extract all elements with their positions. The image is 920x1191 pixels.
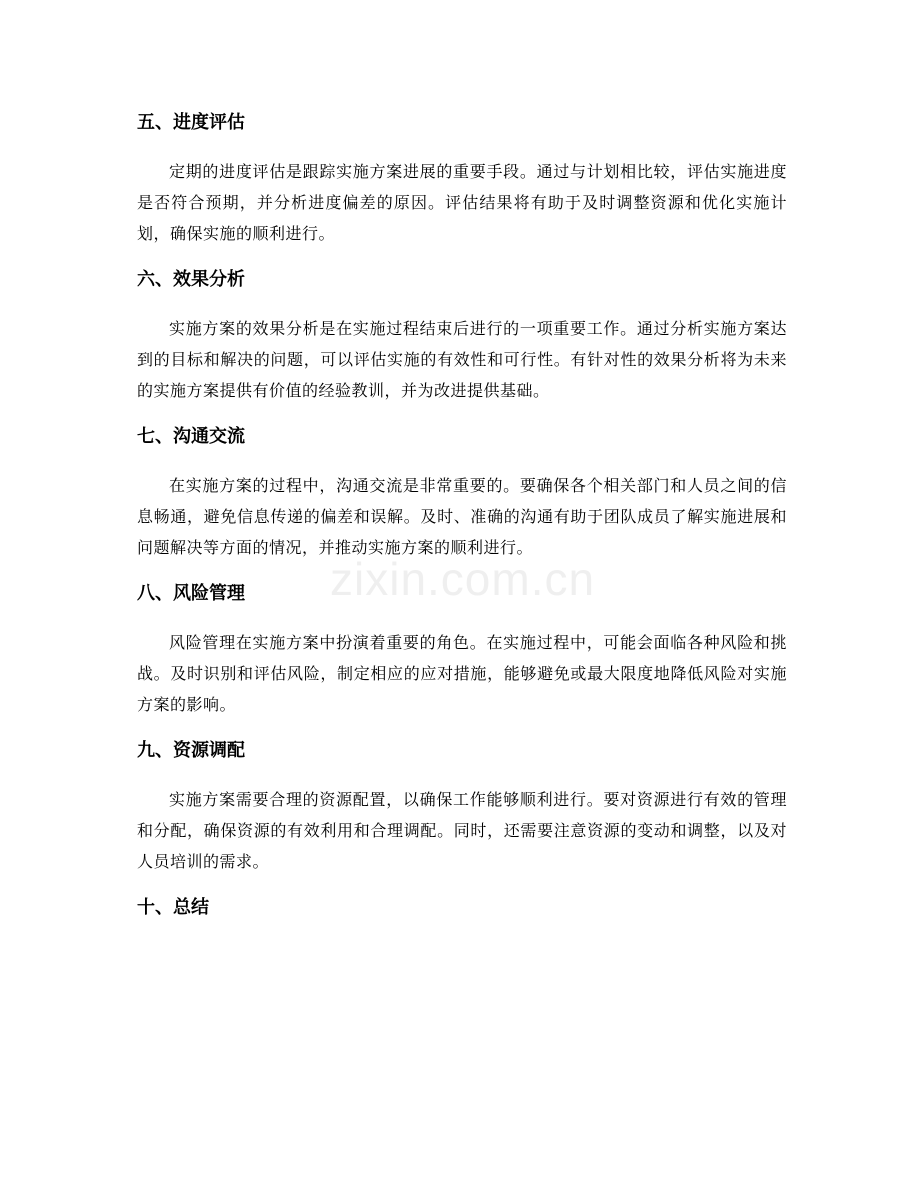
section-paragraph-9: 实施方案需要合理的资源配置，以确保工作能够顺利进行。要对资源进行有效的管理和分配，确保资源的有效利用和合理调配。同时，还需要注意资源的变动和调整，以及对人员培训的需求。: [137, 790, 787, 871]
section-heading-5: 五、进度评估: [137, 112, 245, 133]
document-body: [137, 108, 787, 941]
section-paragraph-6: 实施方案的效果分析是在实施过程结束后进行的一项重要工作。通过分析实施方案达到的目标和解决的问题，可以评估实施的有效性和可行性。有针对性的效果分析将为未来的实施方案提供有价值的经验教训，并为改进提供基础。: [137, 319, 787, 400]
section-heading-7: 七、沟通交流: [137, 426, 245, 447]
section-heading-6: 六、效果分析: [137, 269, 245, 290]
section-heading-9: 九、资源调配: [137, 740, 245, 761]
section-paragraph-7: 在实施方案的过程中，沟通交流是非常重要的。要确保各个相关部门和人员之间的信息畅通，避免信息传递的偏差和误解。及时、准确的沟通有助于团队成员了解实施进展和问题解决等方面的情况，并推动实施方案的顺利进行。: [137, 476, 787, 557]
section-heading-10: 十、总结: [137, 897, 209, 918]
section-paragraph-8: 风险管理在实施方案中扮演着重要的角色。在实施过程中，可能会面临各种风险和挑战。及时识别和评估风险，制定相应的应对措施，能够避免或最大限度地降低风险对实施方案的影响。: [137, 633, 787, 714]
section-paragraph-5: 定期的进度评估是跟踪实施方案进展的重要手段。通过与计划相比较，评估实施进度是否符合预期，并分析进度偏差的原因。评估结果将有助于及时调整资源和优化实施计划，确保实施的顺利进行。: [137, 162, 787, 243]
section-heading-8: 八、风险管理: [137, 583, 245, 604]
watermark: zixin.com.cn: [330, 553, 596, 605]
